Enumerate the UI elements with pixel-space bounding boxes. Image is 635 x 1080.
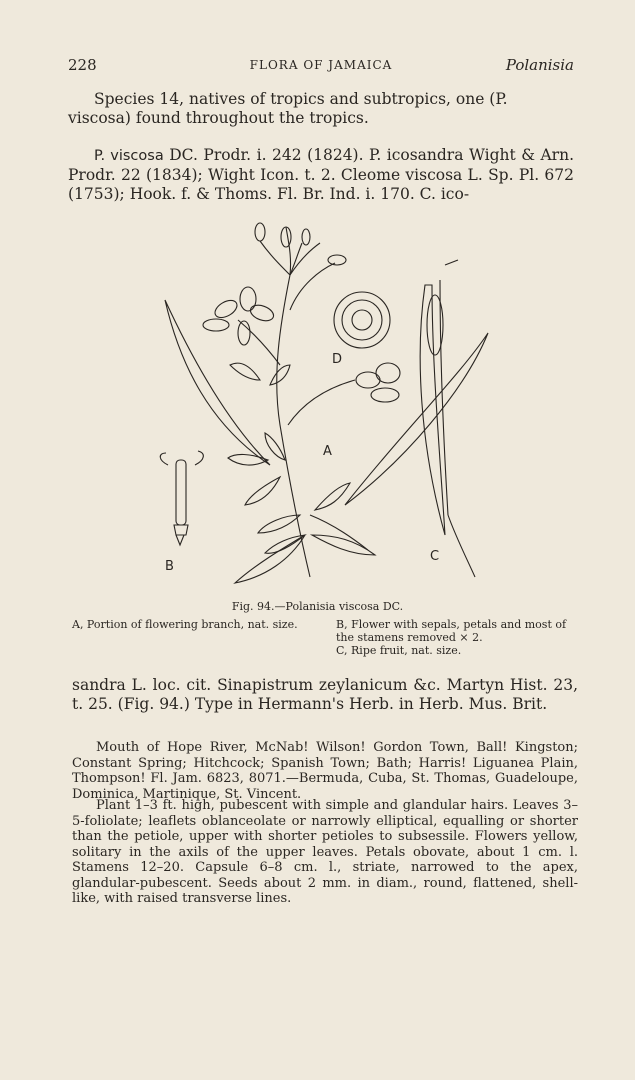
genus-heading: Polanisia (505, 56, 574, 74)
species-name: P. viscosa (94, 148, 164, 164)
label-c: C (430, 549, 440, 564)
running-title: FLORA OF JAMAICA (249, 58, 393, 72)
figure-legend-b: B, Flower with sepals, petals and most of the stamens removed × 2. (336, 618, 567, 644)
page-header (68, 56, 574, 76)
synonymy-text: DC. Prodr. i. 242 (1824). P. icosandra Wight & Arn. Prodr. 22 (1834); Wight Icon. t. 2. Cleome viscosa L. Sp. Pl. 672 (1753); Hook. f. & Thoms. Fl. Br. Ind. i. 170. C. ico- (68, 146, 575, 203)
figure-legend-c: C, Ripe fruit, nat. size. (336, 644, 462, 657)
figure-legend-a: A, Portion of flowering branch, nat. size. (72, 618, 298, 631)
label-a: A (323, 444, 332, 459)
botanical-illustration (140, 215, 510, 595)
synonymy-continuation: sandra L. loc. cit. Sinapistrum zeylanicum &c. Martyn Hist. 23, t. 25. (Fig. 94.) Type in Hermann's Herb. in Herb. Mus. Brit. (72, 676, 578, 713)
page-number: 228 (68, 56, 97, 74)
description-paragraph: Plant 1–3 ft. high, pubescent with simple and glandular hairs. Leaves 3–5-foliolate; leaflets oblanceolate or narrowly elliptical, equalling or shorter than the petiole, upper with shorter petioles to subsessile. Flowers yellow, solitary in the axils of the upper leaves. Petals obovate, about 1 cm. l. Stamens 12–20. Capsule 6–8 cm. l., striate, narrowed to the apex, glandular-pubescent. Seeds about 2 mm. in diam., round, flattened, shell-like, with raised transverse lines. (72, 798, 578, 906)
figure-caption: Fig. 94.—Polanisia viscosa DC. (231, 600, 404, 613)
intro-paragraph: Species 14, natives of tropics and subtropics, one (P. viscosa) found throughout the tropics. (68, 90, 508, 127)
figure-legend-bc (336, 618, 578, 657)
localities-paragraph: Mouth of Hope River, McNab! Wilson! Gordon Town, Ball! Kingston; Constant Spring; Hitchcock; Spanish Town; Bath; Harris! Liguanea Plain, Thompson! Fl. Jam. 6823, 8071.—Bermuda, Cuba, St. Thomas, Guadeloupe, Dominica, Martinique, St. Vincent. (72, 740, 578, 802)
label-b: B (165, 559, 174, 574)
label-d: D (332, 352, 343, 367)
synonymy-paragraph (68, 146, 574, 204)
